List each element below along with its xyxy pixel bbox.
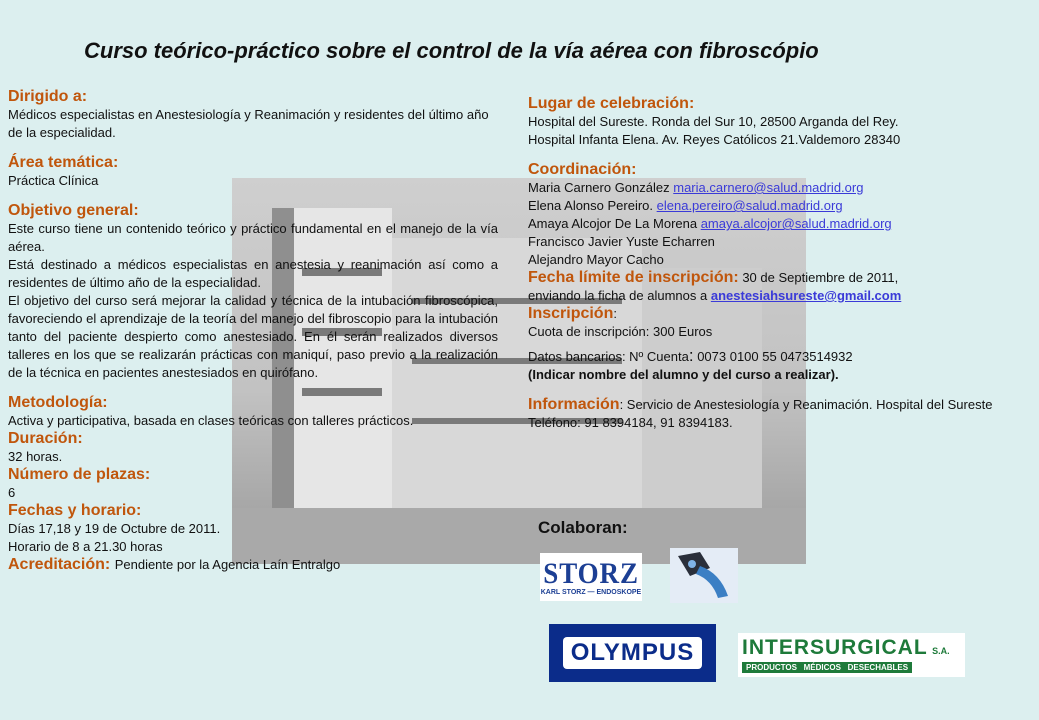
intersurgical-logo xyxy=(738,633,965,677)
objetivo-paragraph-3: El objetivo del curso será mejorar la calidad y técnica de la intubación fibroscópica, favoreciendo el aprendizaje de la teoría del manejo del fibroscopio para la intubación tanto del paciente despierto como anestesiado. En él serán realizados diversos talleres en los que se realizarán prácticas con maniquí, paso previo a la realización de la técnica en pacientes anestesiados en quirófano. xyxy=(8,293,498,380)
dirigido-heading: Dirigido a: xyxy=(8,88,88,105)
duracion-text: 32 horas. xyxy=(8,449,63,464)
datos-bancarios-account: 0073 0100 55 0473514932 xyxy=(693,349,853,364)
metodologia-text: Activa y participativa, basada en clases teóricas con talleres prácticos. xyxy=(8,413,414,428)
lugar-text-1: Hospital del Sureste. Ronda del Sur 10, 28500 Arganda del Rey. xyxy=(528,114,899,129)
storz-logo xyxy=(540,553,642,601)
area-heading: Área temática: xyxy=(8,154,119,171)
coordinator-2 xyxy=(528,197,998,215)
lugar-text-2: Hospital Infanta Elena. Av. Reyes Católicos 21.Valdemoro 28340 xyxy=(528,132,901,147)
fecha-limite-heading: Fecha límite de inscripción: xyxy=(528,269,739,286)
informacion-heading: Información xyxy=(528,396,620,413)
airtraq-device-icon xyxy=(670,548,738,603)
colaboran-heading: Colaboran: xyxy=(538,518,628,537)
acreditacion-text: Pendiente por la Agencia Laín Entralgo xyxy=(114,557,341,572)
informacion-line xyxy=(528,396,998,432)
datos-bancarios-line xyxy=(528,347,998,366)
dirigido-text: Médicos especialistas en Anestesiología y Reanimación y residentes del último año de la especialidad. xyxy=(8,107,489,140)
coordinator-1-name: Maria Carnero González xyxy=(528,180,674,195)
coordinator-3 xyxy=(528,215,998,233)
fecha-limite-send-text: enviando la ficha de alumnos a xyxy=(528,288,711,303)
left-column xyxy=(8,88,498,574)
fecha-limite-text: 30 de Septiembre de 2011, xyxy=(738,270,899,285)
intersurgical-logo-text: INTERSURGICAL xyxy=(742,636,928,659)
intersurgical-logo-sa: S.A. xyxy=(932,646,950,656)
storz-logo-subtext: KARL STORZ — ENDOSKOPE xyxy=(540,588,642,596)
objetivo-paragraph-2: Está destinado a médicos especialistas en anestesia y reanimación así como a residentes de último año de la especialidad. xyxy=(8,257,498,290)
coordinator-3-name: Amaya Alcojor De La Morena xyxy=(528,216,701,231)
coordinator-1-email-link[interactable]: maria.carnero@salud.madrid.org xyxy=(673,180,864,195)
fechas-text-2: Horario de 8 a 21.30 horas xyxy=(8,539,163,554)
intersurgical-logo-subtext: PRODUCTOS MÉDICOS DESECHABLES xyxy=(742,662,912,673)
plazas-text: 6 xyxy=(8,485,16,500)
coordinator-3-email-link[interactable]: amaya.alcojor@salud.madrid.org xyxy=(700,216,892,231)
indicar-text: (Indicar nombre del alumno y del curso a realizar). xyxy=(528,367,839,382)
coordinator-4-name: Francisco Javier Yuste Echarren xyxy=(528,234,715,249)
plazas-heading: Número de plazas: xyxy=(8,466,151,483)
acreditacion-line xyxy=(8,556,498,574)
fechas-heading: Fechas y horario: xyxy=(8,502,142,519)
inscripcion-heading: Inscripción xyxy=(528,305,614,322)
lugar-heading: Lugar de celebración: xyxy=(528,95,695,112)
informacion-text: : Servicio de Anestesiología y Reanimación. Hospital del Sureste Teléfono: 91 8394184, 91 8394183. xyxy=(528,397,993,430)
objetivo-paragraph-1: Este curso tiene un contenido teórico y práctico fundamental en el manejo de la vía aérea. xyxy=(8,221,498,254)
objetivo-heading: Objetivo general: xyxy=(8,202,139,219)
intersurgical-logo-row xyxy=(742,637,950,662)
coordinator-2-email-link[interactable]: elena.pereiro@salud.madrid.org xyxy=(656,198,843,213)
coordinator-1 xyxy=(528,179,998,197)
storz-logo-text: STORZ xyxy=(543,556,639,590)
inscripcion-colon: : xyxy=(613,306,617,321)
inscripcion-line xyxy=(528,305,998,323)
datos-bancarios-colon: : xyxy=(688,346,694,365)
olympus-logo-text: OLYMPUS xyxy=(563,637,702,669)
inscription-email-link[interactable]: anestesiahsureste@gmail.com xyxy=(710,288,902,303)
acreditacion-heading: Acreditación: xyxy=(8,556,111,573)
coordinator-2-name: Elena Alonso Pereiro. xyxy=(528,198,657,213)
airtraq-logo xyxy=(670,548,738,603)
page-title: Curso teórico-práctico sobre el control de la vía aérea con fibroscópio xyxy=(84,38,819,63)
olympus-logo xyxy=(549,624,716,682)
coordinator-5-name: Alejandro Mayor Cacho xyxy=(528,252,664,267)
area-text: Práctica Clínica xyxy=(8,173,99,188)
duracion-heading: Duración: xyxy=(8,430,83,447)
coordinacion-heading: Coordinación: xyxy=(528,161,637,178)
cuota-text: Cuota de inscripción: 300 Euros xyxy=(528,324,713,339)
metodologia-heading: Metodología: xyxy=(8,394,108,411)
fecha-limite-line xyxy=(528,269,998,287)
fecha-limite-send-line xyxy=(528,287,998,305)
datos-bancarios-label: Datos bancarios: Nº Cuenta xyxy=(528,349,689,364)
fechas-text-1: Días 17,18 y 19 de Octubre de 2011. xyxy=(8,521,221,536)
right-column xyxy=(528,95,998,432)
